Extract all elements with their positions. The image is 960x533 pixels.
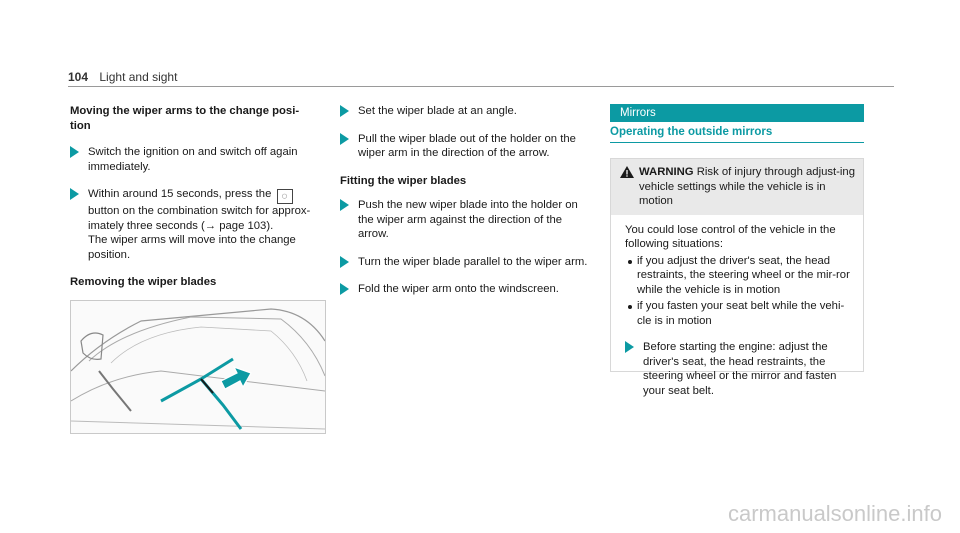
header-divider xyxy=(68,86,894,87)
step-press-button: Within around 15 seconds, press the ◌ button on the combination switch for approx-imately three seconds (→ page 103). The wiper arms will move into the change position. xyxy=(70,187,324,262)
warning-header xyxy=(611,159,863,215)
step-arrow-icon xyxy=(625,341,634,353)
step-arrow-icon xyxy=(340,283,349,295)
step-arrow-icon xyxy=(340,105,349,117)
warning-label: WARNING xyxy=(639,166,694,178)
middle-column xyxy=(340,104,594,310)
warning-details xyxy=(611,215,863,420)
step-push-blade: Push the new wiper blade into the holder on the wiper arm against the direction of the arrow. xyxy=(340,198,594,242)
warning-bullet: if you adjust the driver's seat, the head restraints, the steering wheel or the mir-ror while the vehicle is in motion xyxy=(625,254,855,298)
wiper-button-icon: ◌ xyxy=(277,189,293,204)
warning-text: Risk of injury through adjust-ing vehicle settings while the vehicle is in motion xyxy=(639,166,855,207)
warning-triangle-icon xyxy=(620,166,634,178)
step-switch-ignition: Switch the ignition on and switch off again immediately. xyxy=(70,145,324,174)
watermark: carmanualsonline.info xyxy=(727,501,942,526)
step-arrow-icon xyxy=(340,133,349,145)
step-turn-blade: Turn the wiper blade parallel to the wiper arm. xyxy=(340,255,594,270)
step-arrow-icon xyxy=(70,188,79,200)
wiper-illustration xyxy=(70,300,326,434)
step-set-angle: Set the wiper blade at an angle. xyxy=(340,104,594,119)
step-arrow-icon xyxy=(70,146,79,158)
mirrors-banner: Mirrors xyxy=(610,104,864,122)
step-adjust-before-driving: Before starting the engine: adjust the driver's seat, the head restraints, the steering wheel or the mirror and fasten your seat belt. xyxy=(625,340,855,398)
step-fold-arm: Fold the wiper arm onto the windscreen. xyxy=(340,282,594,297)
outside-mirrors-heading: Operating the outside mirrors xyxy=(610,126,864,143)
page-number: 104 xyxy=(68,70,89,84)
page-header xyxy=(68,70,177,84)
warning-intro: You could lose control of the vehicle in the following situations: xyxy=(625,223,836,250)
moving-wiper-heading: Moving the wiper arms to the change posi- tion xyxy=(70,105,300,132)
warning-bullet: if you fasten your seat belt while the vehi-cle is in motion xyxy=(625,299,855,328)
fitting-wiper-heading: Fitting the wiper blades xyxy=(340,174,467,187)
step-pull-blade: Pull the wiper blade out of the holder on the wiper arm in the direction of the arrow. xyxy=(340,132,594,161)
step-arrow-icon xyxy=(340,199,349,211)
section-title: Light and sight xyxy=(99,70,178,84)
removing-wiper-heading: Removing the wiper blades xyxy=(70,276,217,288)
warning-box xyxy=(610,158,864,397)
step-arrow-icon xyxy=(340,256,349,268)
